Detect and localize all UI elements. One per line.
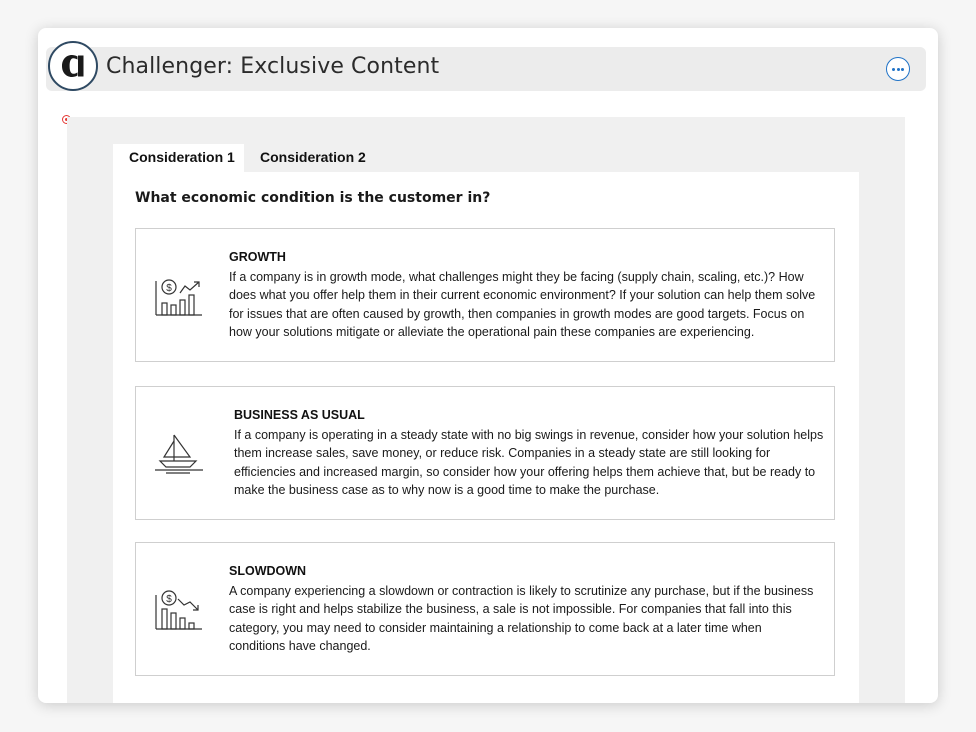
card-body: A company experiencing a slowdown or contraction is likely to scrutinize any purchase, but if the business case is right and helps stabilize the business, a sale is not impossible. For companies that fall into this category, you may need to consider maintaining a relationship to come back at a later time when conditions have changed. — [229, 584, 814, 654]
card-title: GROWTH — [229, 250, 286, 264]
logo-c-icon — [50, 43, 96, 89]
svg-text:$: $ — [166, 283, 172, 294]
decline-chart-icon — [154, 587, 204, 631]
more-options-button[interactable] — [886, 57, 910, 81]
card-title: SLOWDOWN — [229, 564, 307, 578]
app-title: Challenger: Exclusive Content — [106, 54, 440, 79]
svg-text:$: $ — [166, 594, 172, 605]
tab-consideration-2[interactable]: Consideration 2 — [260, 149, 366, 165]
growth-chart-icon — [154, 273, 204, 317]
card-body: If a company is operating in a steady state with no big swings in revenue, consider how your solution helps them increase sales, save money, or reduce risk. Companies in a steady state are still looking for efficiencies and increased margin, so consider how your offering helps them achieve that, but be ready to make the business case as to why now is a good time to make the purchase. — [234, 428, 824, 498]
brand-logo — [48, 41, 98, 91]
card-slowdown — [135, 542, 835, 676]
card-body: If a company is in growth mode, what challenges might they be facing (supply chain, scaling, etc.)? How does what you offer help them in their current economic environment? If your solution can help them solve for issues that are often caused by growth, then companies in growth modes are good targets. Focus on how your solutions mitigate or alleviate the operational pain these companies are experiencing. — [229, 270, 816, 340]
card-growth — [135, 228, 835, 362]
app-window — [38, 28, 938, 703]
more-horizontal-icon — [897, 68, 900, 71]
question-heading: What economic condition is the customer in? — [135, 190, 491, 206]
card-title: BUSINESS AS USUAL — [234, 408, 365, 422]
card-business-as-usual — [135, 386, 835, 520]
content-area — [67, 117, 905, 703]
tab-consideration-1[interactable]: Consideration 1 — [113, 144, 244, 172]
sailboat-icon — [154, 431, 204, 475]
tab-panel — [113, 172, 859, 703]
more-horizontal-icon — [892, 68, 895, 71]
more-horizontal-icon — [901, 68, 904, 71]
